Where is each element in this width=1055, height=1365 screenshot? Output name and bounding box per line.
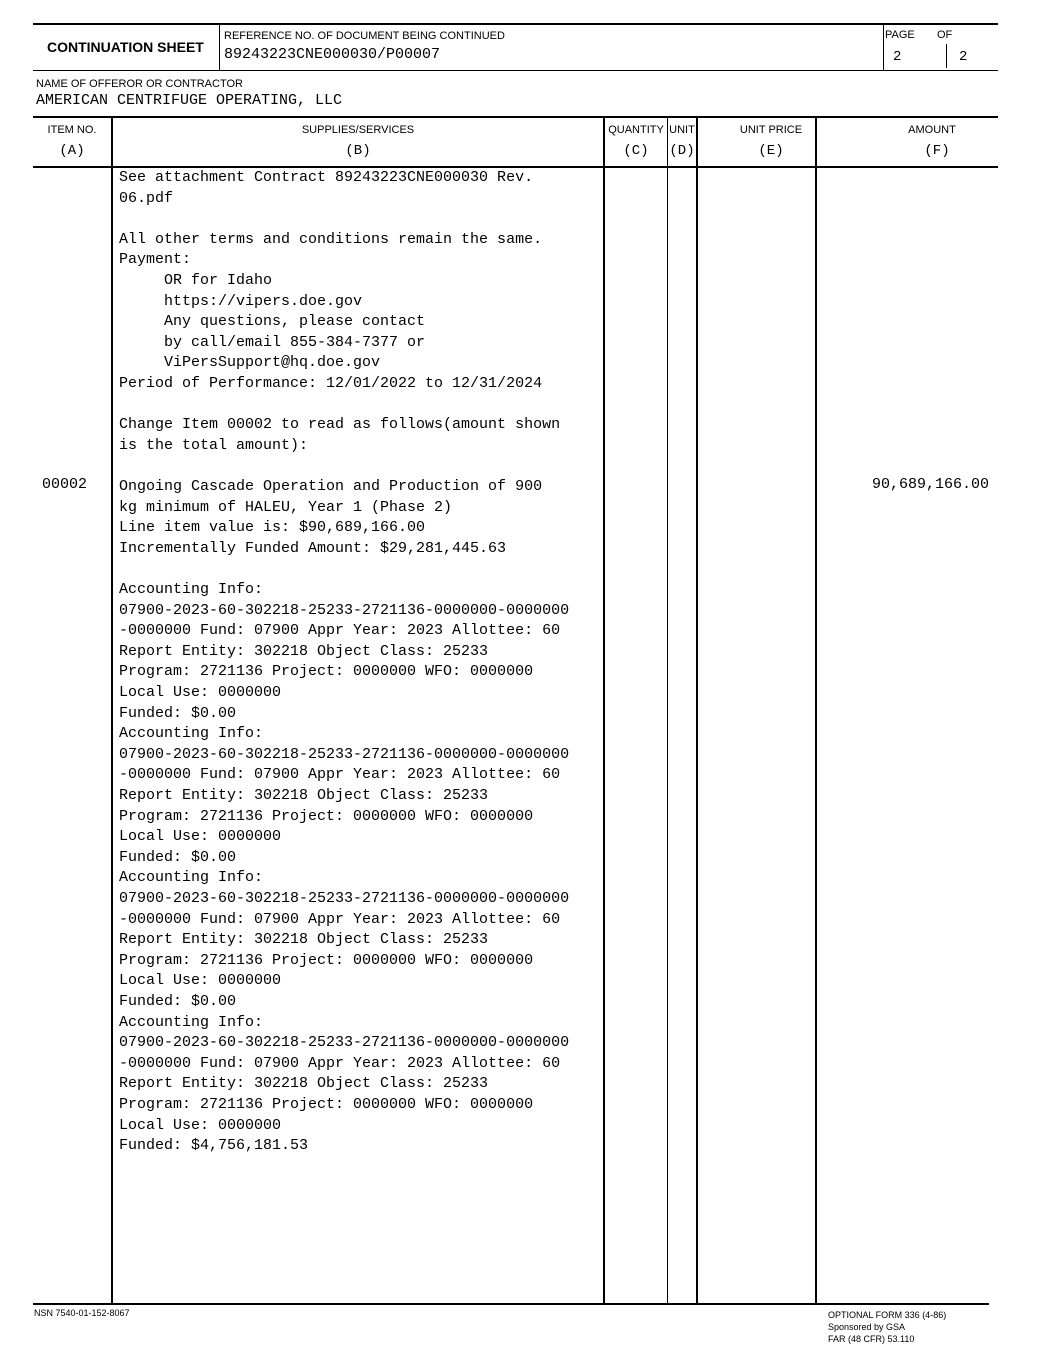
description-line: Payment:: [119, 251, 192, 269]
col-unit-price-letter: (E): [758, 143, 784, 159]
col-amount-header: AMOUNT: [908, 124, 956, 136]
description-line: Local Use: 0000000: [119, 1116, 282, 1134]
item-amount: 90,689,166.00: [872, 476, 990, 493]
page-divider: [883, 24, 884, 70]
reference-number: 89243223CNE000030/P00007: [224, 46, 441, 63]
description-line: Funded: $0.00: [119, 848, 237, 866]
col-item-no-header: ITEM NO.: [47, 124, 97, 136]
description-line: 06.pdf: [119, 189, 174, 207]
page-label: PAGE: [885, 29, 915, 41]
description-line: -0000000 Fund: 07900 Appr Year: 2023 Allottee: 60: [119, 622, 561, 640]
header-bottom-rule: [33, 70, 998, 71]
description-line: 07900-2023-60-302218-25233-2721136-0000000-0000000: [119, 601, 570, 619]
col-unit-letter: (D): [669, 143, 695, 159]
description-line: Local Use: 0000000: [119, 828, 282, 846]
offeror-label: NAME OF OFFEROR OR CONTRACTOR: [36, 78, 243, 90]
col-quantity-letter: (C): [623, 143, 649, 159]
description-line: Any questions, please contact: [119, 313, 426, 331]
description-line: Period of Performance: 12/01/2022 to 12/31/2024: [119, 375, 543, 392]
description-line: Local Use: 0000000: [119, 972, 282, 990]
offeror-name: AMERICAN CENTRIFUGE OPERATING, LLC: [36, 92, 343, 109]
sheet-title: CONTINUATION SHEET: [47, 39, 204, 55]
header-top-rule: [33, 23, 998, 25]
description-line: Accounting Info:: [119, 1013, 264, 1031]
item-number: 00002: [42, 476, 88, 493]
footer-nsn: NSN 7540-01-152-8067: [34, 1308, 130, 1318]
description-line: Program: 2721136 Project: 0000000 WFO: 0000000: [119, 807, 534, 825]
header-divider: [219, 24, 220, 70]
description-line: Accounting Info:: [119, 725, 264, 743]
description-line: is the total amount):: [119, 436, 309, 454]
description-line: Funded: $4,756,181.53: [119, 1137, 309, 1155]
description-line: Funded: $0.00: [119, 993, 237, 1010]
description-line: 07900-2023-60-302218-25233-2721136-0000000-0000000: [119, 890, 570, 907]
description-line: OR for Idaho: [119, 272, 273, 289]
description-line: -0000000 Fund: 07900 Appr Year: 2023 Allottee: 60: [119, 766, 561, 784]
col-supplies-header: SUPPLIES/SERVICES: [301, 124, 415, 136]
col-separator-d: [696, 117, 698, 1303]
description-line: Program: 2721136 Project: 0000000 WFO: 0000000: [119, 663, 534, 681]
description-line: Report Entity: 302218 Object Class: 25233: [119, 1075, 489, 1093]
page-of-divider: [946, 44, 947, 68]
description-line: kg minimum of HALEU, Year 1 (Phase 2): [119, 498, 453, 516]
description-line: Accounting Info:: [119, 869, 264, 887]
col-amount-letter: (F): [924, 143, 950, 159]
table-bottom-rule: [33, 1303, 989, 1305]
description-line: by call/email 855-384-7377 or: [119, 333, 426, 351]
col-unit-header: UNIT: [669, 124, 695, 136]
description-line: Local Use: 0000000: [119, 684, 282, 701]
page-total: 2: [959, 49, 968, 65]
description-line: Accounting Info:: [119, 581, 264, 598]
description-line: Ongoing Cascade Operation and Production of 900: [119, 478, 543, 495]
footer-far: FAR (48 CFR) 53.110: [828, 1334, 915, 1344]
description-line: https://vipers.doe.gov: [119, 292, 363, 310]
col-separator-c: [667, 117, 668, 1303]
reference-label: REFERENCE NO. OF DOCUMENT BEING CONTINUED: [224, 30, 505, 42]
col-unit-price-header: UNIT PRICE: [739, 124, 803, 136]
description-line: -0000000 Fund: 07900 Appr Year: 2023 Allottee: 60: [119, 910, 561, 928]
description-line: Program: 2721136 Project: 0000000 WFO: 0000000: [119, 1096, 534, 1113]
table-top-rule: [33, 116, 998, 118]
description-line: Report Entity: 302218 Object Class: 25233: [119, 642, 489, 660]
description-line: All other terms and conditions remain the same.: [119, 230, 543, 248]
col-supplies-letter: (B): [345, 143, 371, 159]
description-line: -0000000 Fund: 07900 Appr Year: 2023 Allottee: 60: [119, 1054, 561, 1072]
description-line: Change Item 00002 to read as follows(amount shown: [119, 416, 561, 434]
description-line: 07900-2023-60-302218-25233-2721136-0000000-0000000: [119, 745, 570, 763]
footer-form: OPTIONAL FORM 336 (4-86): [828, 1310, 947, 1320]
description-line: Program: 2721136 Project: 0000000 WFO: 0000000: [119, 951, 534, 969]
col-quantity-header: QUANTITY: [608, 124, 664, 136]
description-line: ViPersSupport@hq.doe.gov: [119, 354, 381, 372]
col-separator-b: [603, 117, 605, 1303]
of-label: OF: [937, 29, 953, 41]
description-line: Line item value is: $90,689,166.00: [119, 519, 426, 537]
description-line: Report Entity: 302218 Object Class: 25233: [119, 931, 489, 949]
description-line: Incrementally Funded Amount: $29,281,445.63: [119, 539, 507, 557]
footer-sponsor: Sponsored by GSA: [828, 1322, 906, 1332]
page-number: 2: [893, 49, 902, 65]
col-item-no-letter: (A): [59, 143, 85, 159]
description-line: See attachment Contract 89243223CNE000030 Rev.: [119, 169, 534, 186]
col-separator-e: [815, 117, 817, 1303]
description-line: 07900-2023-60-302218-25233-2721136-0000000-0000000: [119, 1034, 570, 1052]
description-line: Funded: $0.00: [119, 704, 237, 722]
col-separator-a: [111, 117, 113, 1303]
description-line: Report Entity: 302218 Object Class: 25233: [119, 787, 489, 804]
